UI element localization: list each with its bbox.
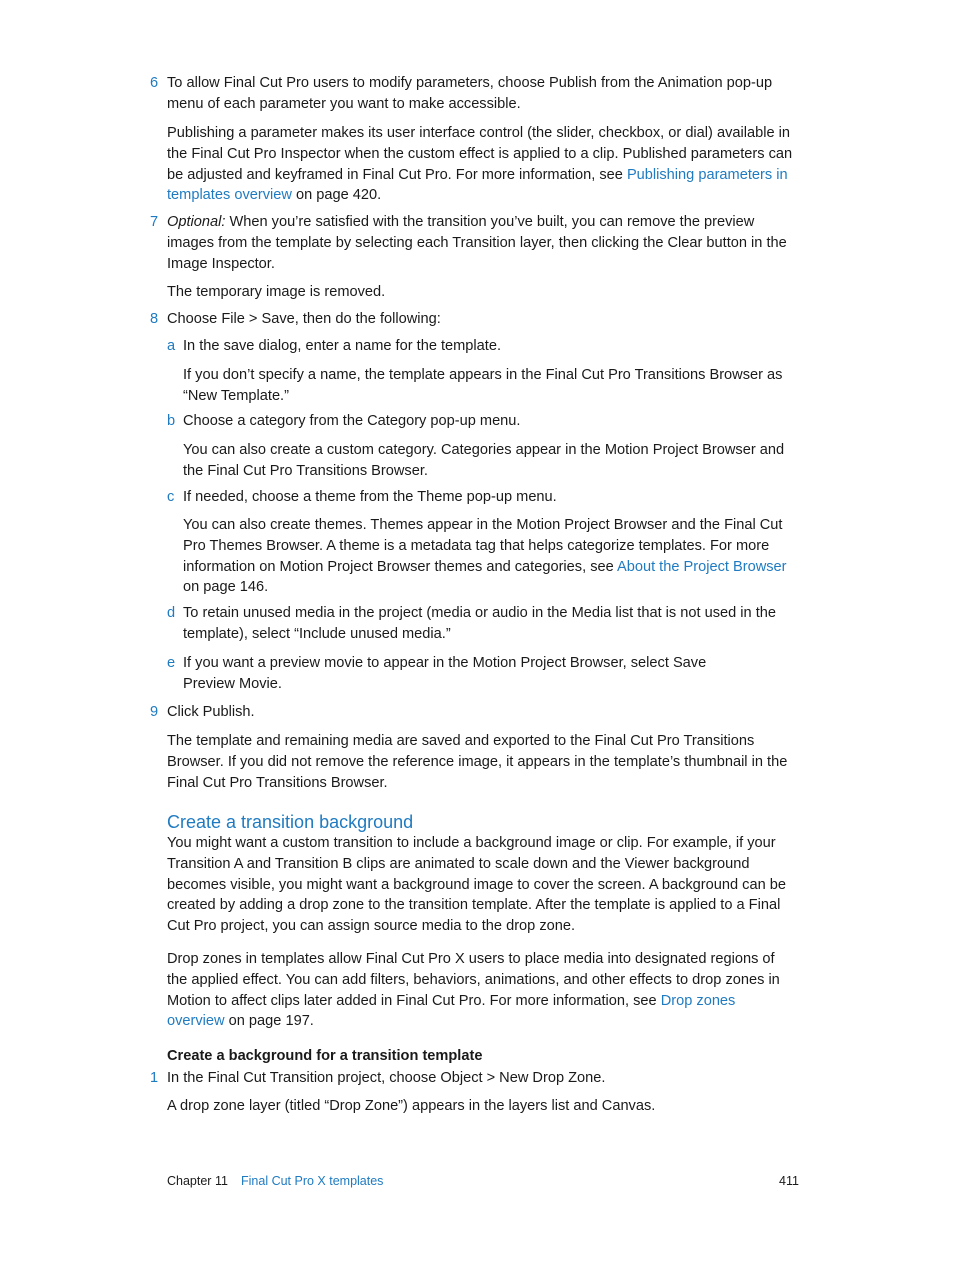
step-result: The temporary image is removed. <box>167 284 386 300</box>
drop-zones-overview-link[interactable]: Drop zones overview <box>167 992 736 1030</box>
note-text: You can also create themes. Themes appear in the Motion Project Browser and the Final Cut Pro Themes Browser. A theme is a metadata tag that helps categorize templates. For more information on Motion Project Browser themes and categories, see <box>183 517 783 575</box>
substep-note: You can also create a custom category. Categories appear in the Motion Project Browser and the Final Cut Pro Transitions Browser. <box>183 442 785 479</box>
optional-label: Optional: <box>167 214 226 230</box>
step-number: 1 <box>150 1070 159 1086</box>
substep-text: In the save dialog, enter a name for the template. <box>183 338 502 354</box>
step-paragraph <box>167 123 797 206</box>
footer-chapter: Chapter 11 <box>167 1174 228 1188</box>
substep-letter: e <box>167 655 176 671</box>
step-text <box>167 212 797 274</box>
section-paragraph: You might want a custom transition to include a background image or clip. For example, if your Transition A and Transition B clips are animated to scale down and the Viewer background becomes visible, you might want a background image to cover the screen. A background can be created by adding a drop zone to the transition template. After the template is applied to a Final Cut Pro project, you can assign source media to the drop zone. <box>167 835 786 935</box>
step-number: 9 <box>150 704 159 720</box>
footer-chapter-title-link[interactable]: Final Cut Pro X templates <box>241 1174 384 1188</box>
substep-text: Choose a category from the Category pop-up menu. <box>183 413 521 429</box>
section-paragraph <box>167 949 782 1032</box>
publishing-parameters-link[interactable]: Publishing parameters in templates overview <box>167 166 788 204</box>
step-result: The template and remaining media are saved and exported to the Final Cut Pro Transitions Browser. If you did not remove the reference image, it appears in the template’s thumbnail in the Final Cut Pro Transitions Browser. <box>167 733 788 791</box>
step-number: 6 <box>150 75 159 91</box>
step-number: 7 <box>150 214 159 230</box>
substep-letter: a <box>167 338 176 354</box>
page-number: 411 <box>779 1174 799 1188</box>
substep-note <box>183 515 793 598</box>
substep-letter: c <box>167 489 175 505</box>
step-body: When you’re satisfied with the transition you’ve built, you can remove the preview images from the template by selecting each Transition layer, then clicking the Clear button in the Image Inspector. <box>167 214 787 272</box>
substep-text: If needed, choose a theme from the Theme pop-up menu. <box>183 489 557 505</box>
task-heading: Create a background for a transition template <box>167 1048 483 1064</box>
paragraph-text: on page 420. <box>291 187 382 204</box>
paragraph-text: Publishing a parameter makes its user interface control (the slider, checkbox, or dial) available in the Final Cut Pro Inspector when the custom effect is applied to a clip. Published parameters can be adjusted and keyframed in Final Cut Pro. For more information, see <box>167 125 793 183</box>
step-text: In the Final Cut Transition project, choose Object > New Drop Zone. <box>167 1070 606 1086</box>
section-heading: Create a transition background <box>167 812 414 832</box>
substep-letter: b <box>167 413 176 429</box>
step-text: To allow Final Cut Pro users to modify parameters, choose Publish from the Animation pop-up menu of each parameter you want to make accessible. <box>167 75 773 112</box>
substep-text: To retain unused media in the project (media or audio in the Media list that is not used in the template), select “Include unused media.” <box>183 605 777 642</box>
substep-letter: d <box>167 605 176 621</box>
paragraph-text: Drop zones in templates allow Final Cut Pro X users to place media into designated regions of the applied effect. You can add filters, behaviors, animations, and other effects to drop zones in Motion to affect clips later added in Final Cut Pro. For more information, see <box>167 951 780 1009</box>
step-result: A drop zone layer (titled “Drop Zone”) appears in the layers list and Canvas. <box>167 1098 656 1114</box>
note-text: on page 146. <box>183 579 269 596</box>
substep-note: If you don’t specify a name, the template appears in the Final Cut Pro Transitions Browser as “New Template.” <box>183 367 783 404</box>
paragraph-text: on page 197. <box>224 1013 314 1030</box>
about-project-browser-link[interactable]: About the Project Browser <box>616 558 787 575</box>
step-number: 8 <box>150 311 159 327</box>
step-text: Click Publish. <box>167 704 255 720</box>
substep-text: If you want a preview movie to appear in the Motion Project Browser, select Save Preview Movie. <box>183 655 707 692</box>
step-text: Choose File > Save, then do the following: <box>167 311 441 327</box>
